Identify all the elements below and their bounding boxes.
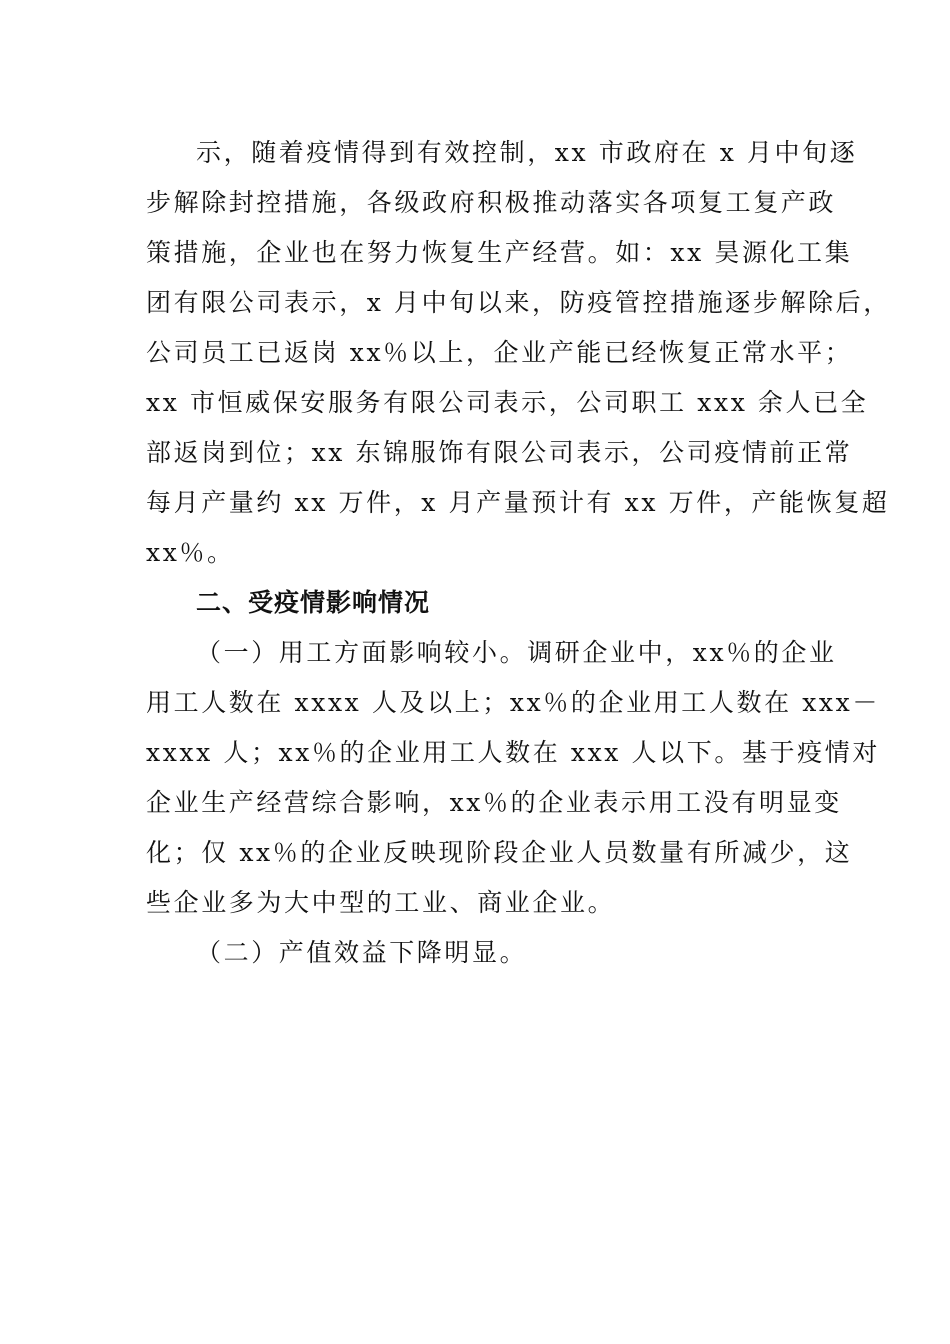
paragraph-line: 公司员工已返岗 xx％以上，企业产能已经恢复正常水平；	[146, 338, 853, 367]
paragraph-line: （一）用工方面影响较小。调研企业中，xx％的企业	[196, 638, 837, 667]
paragraph-line: xx％。	[146, 538, 235, 567]
paragraph-line: 用工人数在 xxxx 人及以上；xx％的企业用工人数在 xxx－	[146, 688, 880, 717]
paragraph-line: 策措施，企业也在努力恢复生产经营。如：xx 昊源化工集	[146, 238, 853, 267]
paragraph-line: （二）产值效益下降明显。	[196, 938, 528, 967]
paragraph-line: 步解除封控措施，各级政府积极推动落实各项复工复产政	[146, 188, 837, 217]
paragraph-line: 示，随着疫情得到有效控制，xx 市政府在 x 月中旬逐	[196, 138, 858, 167]
paragraph-line: xxxx 人；xx％的企业用工人数在 xxx 人以下。基于疫情对	[146, 738, 880, 767]
paragraph-line: xx 市恒威保安服务有限公司表示，公司职工 xxx 余人已全	[146, 388, 869, 417]
paragraph-line: 化；仅 xx％的企业反映现阶段企业人员数量有所减少，这	[146, 838, 853, 867]
paragraph-line: 企业生产经营综合影响，xx％的企业表示用工没有明显变	[146, 788, 842, 817]
paragraph-line: 部返岗到位；xx 东锦服饰有限公司表示，公司疫情前正常	[146, 438, 853, 467]
section-heading: 二、受疫情影响情况	[196, 588, 431, 617]
paragraph-line: 些企业多为大中型的工业、商业企业。	[146, 888, 616, 917]
paragraph-line: 团有限公司表示，x 月中旬以来，防疫管控措施逐步解除后，	[146, 288, 891, 317]
paragraph-line: 每月产量约 xx 万件，x 月产量预计有 xx 万件，产能恢复超	[146, 488, 890, 517]
